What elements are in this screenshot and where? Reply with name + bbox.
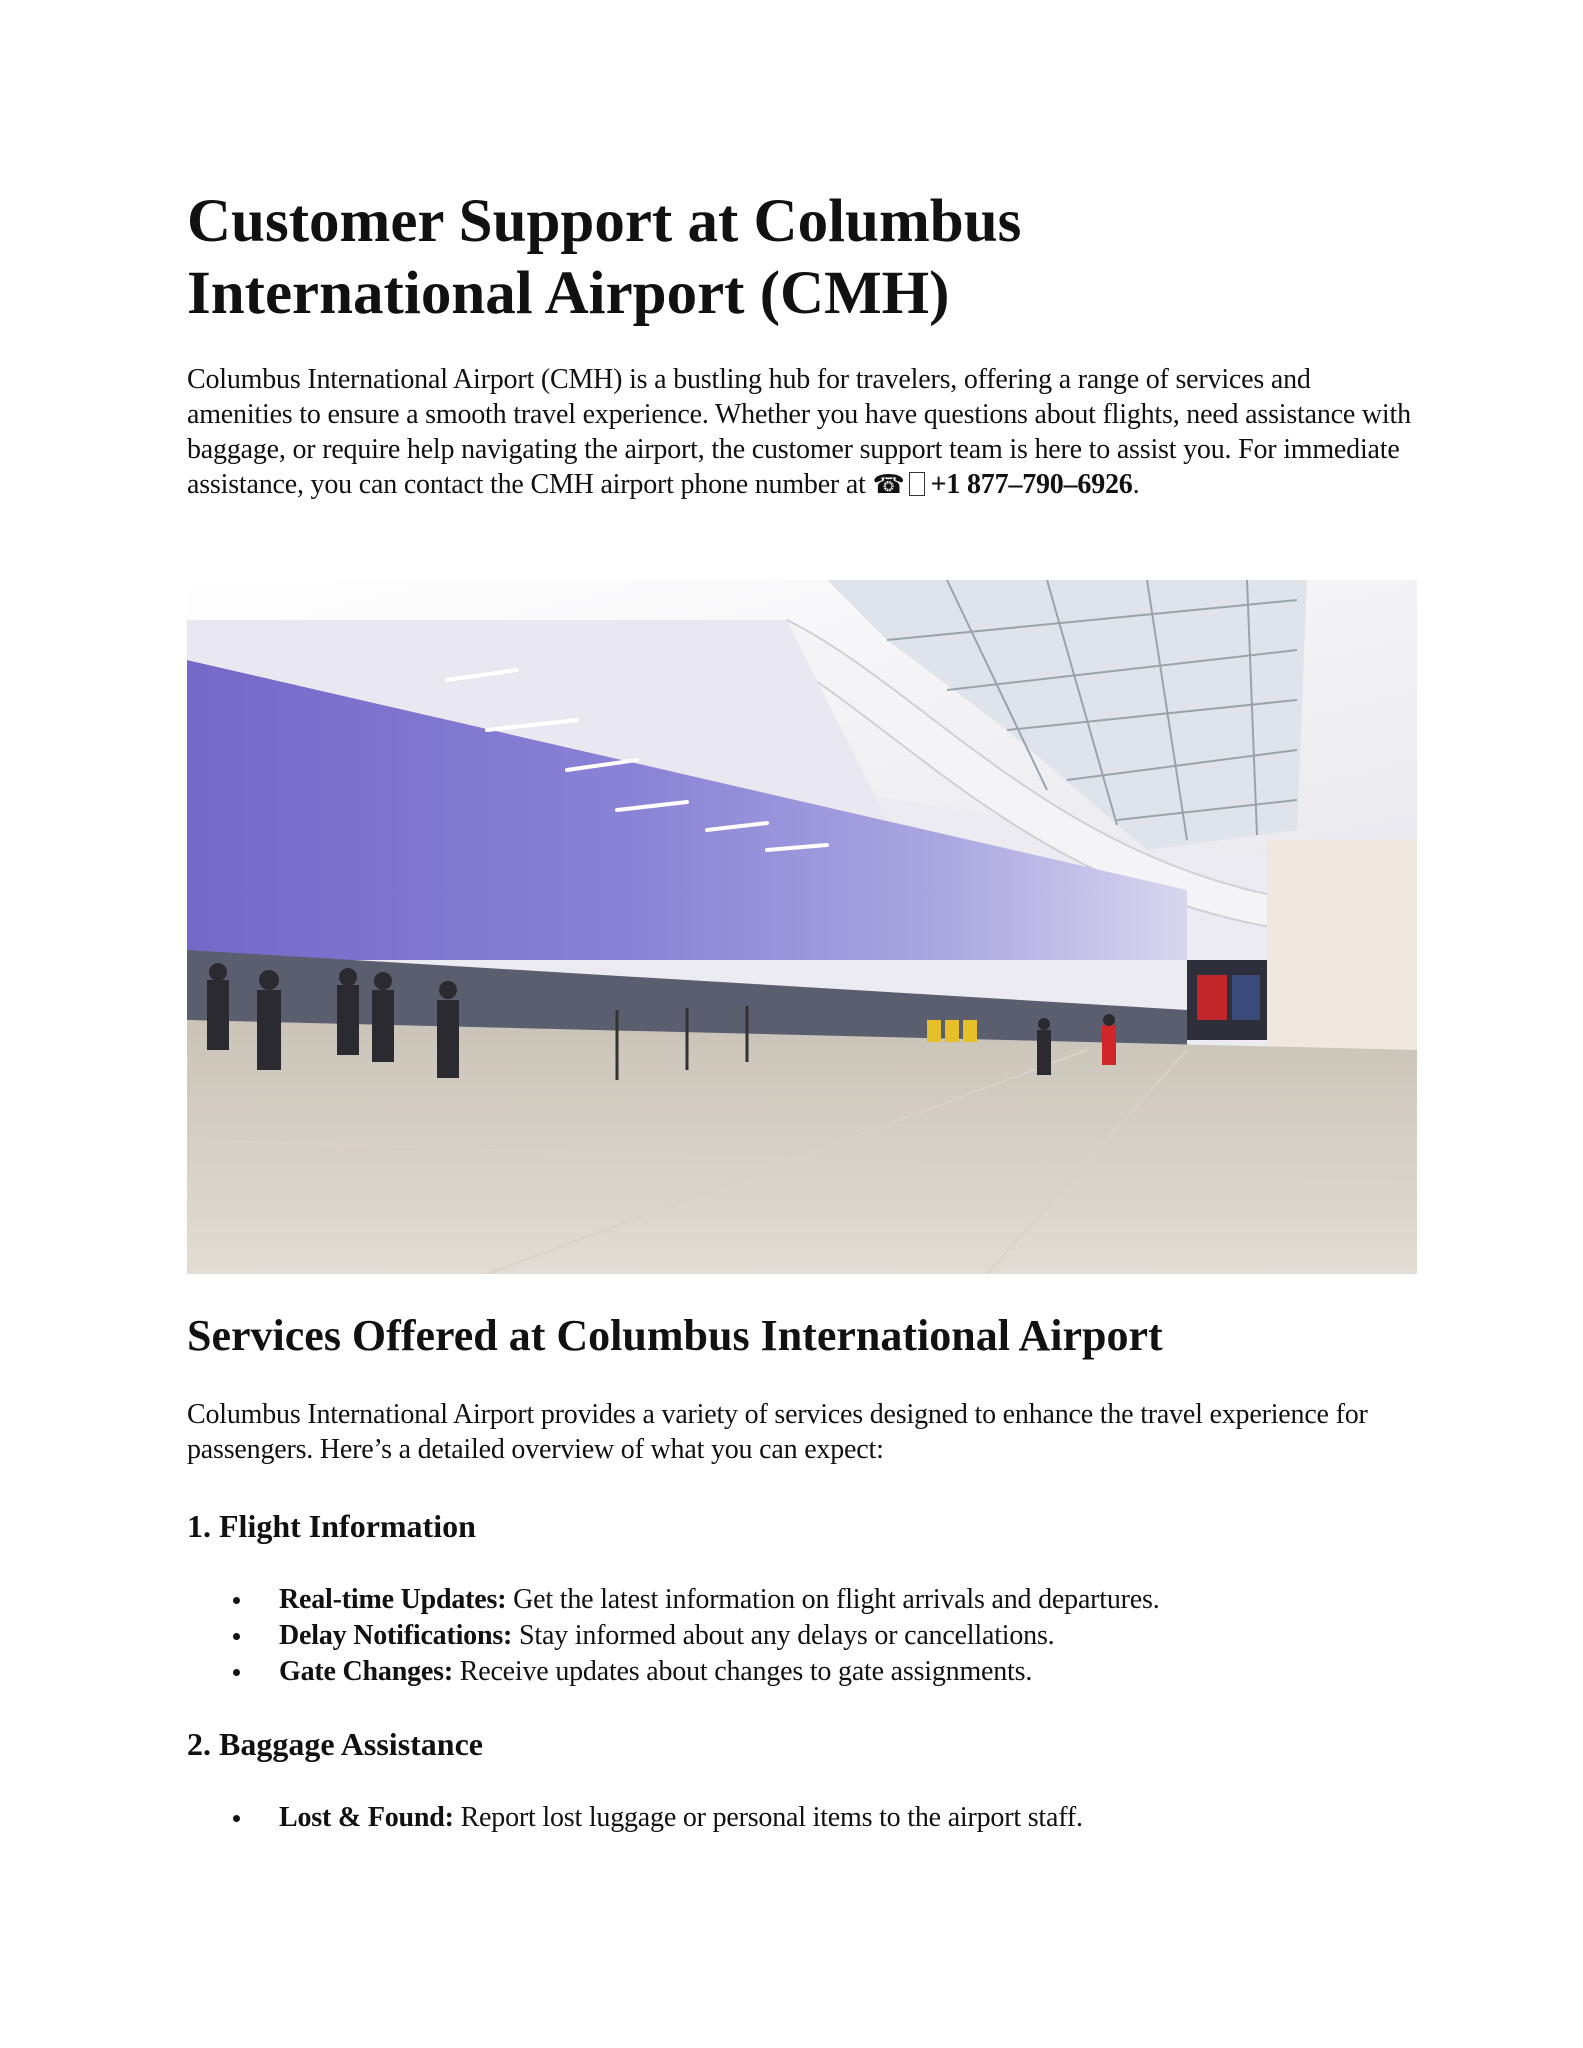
list-item-label: Delay Notifications: — [279, 1620, 513, 1651]
services-heading: Services Offered at Columbus International Airport — [187, 1311, 1163, 1360]
flight-information-list — [187, 1582, 1417, 1690]
airport-terminal-photo — [187, 580, 1417, 1274]
list-item-text: Report lost luggage or personal items to the airport staff. — [453, 1802, 1083, 1833]
list-item-label: Gate Changes: — [279, 1656, 453, 1687]
section-heading-baggage-assistance: 2. Baggage Assistance — [187, 1726, 483, 1762]
list-item — [187, 1800, 1417, 1836]
list-item-text: Stay informed about any delays or cancellations. — [512, 1620, 1055, 1651]
list-item-label: Real-time Updates: — [279, 1584, 507, 1615]
list-item-text: Receive updates about changes to gate assignments. — [452, 1656, 1033, 1687]
section-heading-flight-information: 1. Flight Information — [187, 1508, 476, 1544]
phone-icon: ☎ — [872, 470, 905, 500]
intro-paragraph — [187, 362, 1417, 503]
services-intro-paragraph: Columbus International Airport provides a variety of services designed to enhance the travel experience for passengers. Here’s a detailed overview of what you can expect: — [187, 1399, 1368, 1465]
list-item — [187, 1582, 1417, 1618]
missing-glyph-icon — [909, 472, 925, 496]
bullet-icon — [233, 1669, 240, 1676]
page-title: Customer Support at Columbus International Airport (CMH) — [187, 188, 1022, 327]
intro-text: Columbus International Airport (CMH) is a bustling hub for travelers, offering a range of services and amenities to ensure a smooth travel experience. Whether you have questions about flights, need assistance with baggage, or require help navigating the airport, the customer support team is here to assist you. For immediate assistance, you can contact the CMH airport phone number at — [187, 364, 1411, 500]
bullet-icon — [233, 1815, 240, 1822]
list-item-label: Lost & Found: — [279, 1802, 454, 1833]
phone-number: +1 877–790–6926 — [930, 469, 1133, 500]
intro-end: . — [1132, 469, 1140, 500]
list-item — [187, 1654, 1417, 1690]
list-item-text: Get the latest information on flight arrivals and departures. — [506, 1584, 1160, 1615]
list-item — [187, 1618, 1417, 1654]
bullet-icon — [233, 1633, 240, 1640]
baggage-assistance-list — [187, 1800, 1417, 1836]
bullet-icon — [233, 1597, 240, 1604]
